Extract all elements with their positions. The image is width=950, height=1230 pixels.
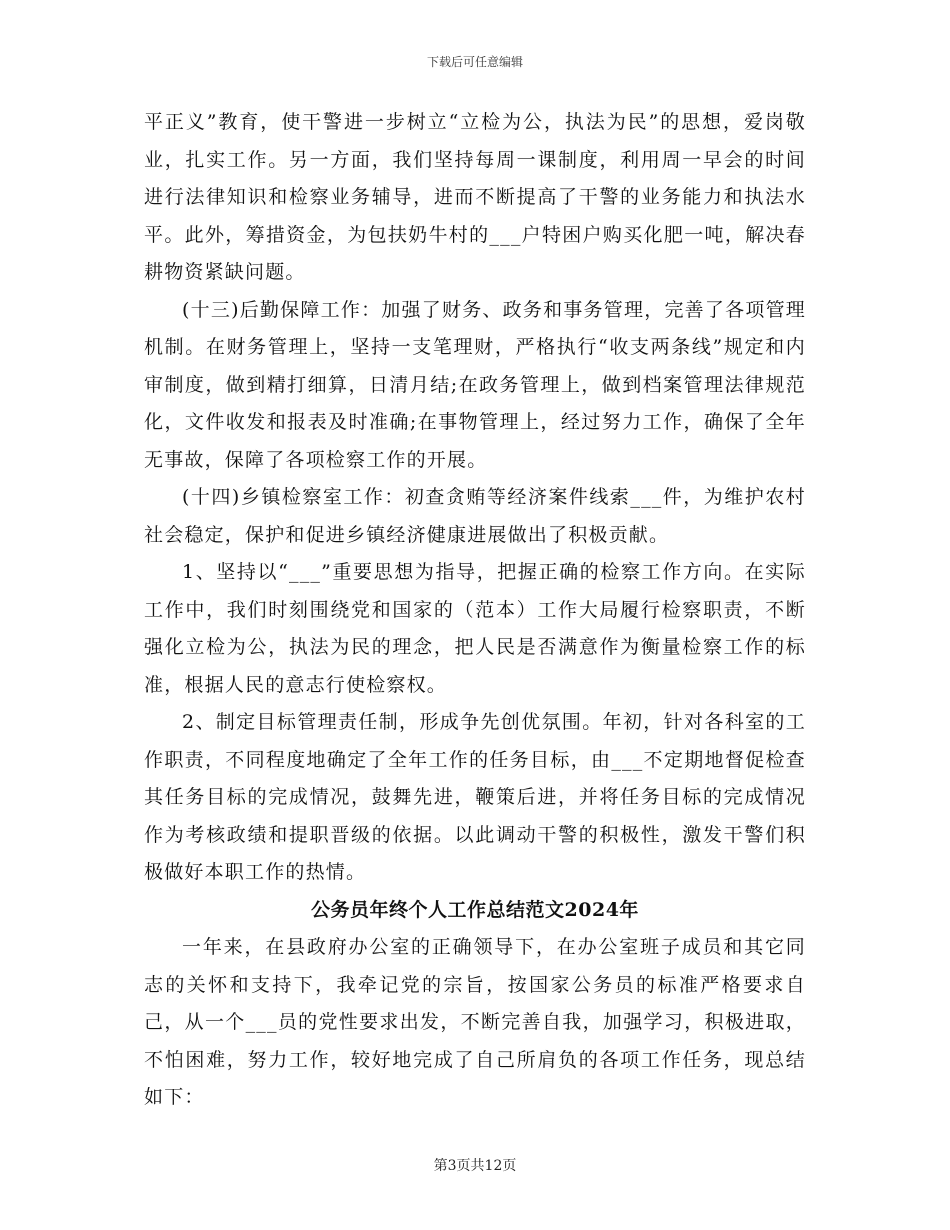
document-body (144, 104, 806, 1117)
paragraph-continuation: 平正义”教育，使干警进一步树立“立检为公，执法为民”的思想，爱岗敬业，扎实工作。另一方面，我们坚持每周一课制度，利用周一早会的时间进行法律知识和检察业务辅导，进而不断提高了干警的业务能力和执法水平。此外，筹措资金，为包扶奶牛村的___户特困户购买化肥一吨，解决春耕物资紧缺问题。 (144, 111, 806, 283)
paragraph-intro: 一年来，在县政府办公室的正确领导下，在办公室班子成员和其它同志的关怀和支持下，我牵记党的宗旨，按国家公务员的标准严格要求自己，从一个___员的党性要求出发，不断完善自我，加强学习，积极进取，不怕困难，努力工作，较好地完成了自己所肩负的各项工作任务，现总结如下： (144, 936, 806, 1108)
paragraph-item-1: 1、坚持以“___”重要思想为指导，把握正确的检察工作方向。在实际工作中，我们时刻围绕党和国家的（范本）工作大局履行检察职责，不断强化立检为公，执法为民的理念，把人民是否满意作为衡量检察工作的标准，根据人民的意志行使检察权。 (144, 561, 806, 696)
paragraph-item-2: 2、制定目标管理责任制，形成争先创优氛围。年初，针对各科室的工作职责，不同程度地确定了全年工作的任务目标，由___不定期地督促检查其任务目标的完成情况，鼓舞先进，鞭策后进，并将任务目标的完成情况作为考核政绩和提职晋级的依据。以此调动干警的积极性，激发干警们积极做好本职工作的热情。 (144, 711, 806, 883)
page-number: 第3页共12页 (433, 1158, 517, 1174)
paragraph-logistics: (十三)后勤保障工作：加强了财务、政务和事务管理，完善了各项管理机制。在财务管理上，坚持一支笔理财，严格执行“收支两条线”规定和内审制度，做到精打细算，日清月结;在政务管理上，做到档案管理法律规范化，文件收发和报表及时准确;在事物管理上，经过努力工作，确保了全年无事故，保障了各项检察工作的开展。 (144, 298, 806, 471)
page-header-note: 下载后可任意编辑 (426, 55, 523, 69)
paragraph-township-office: (十四)乡镇检察室工作：初查贪贿等经济案件线索___件，为维护农村社会稳定，保护和促进乡镇经济健康进展做出了积极贡献。 (144, 486, 806, 546)
section-title: 公务员年终个人工作总结范文2024年 (311, 898, 639, 921)
